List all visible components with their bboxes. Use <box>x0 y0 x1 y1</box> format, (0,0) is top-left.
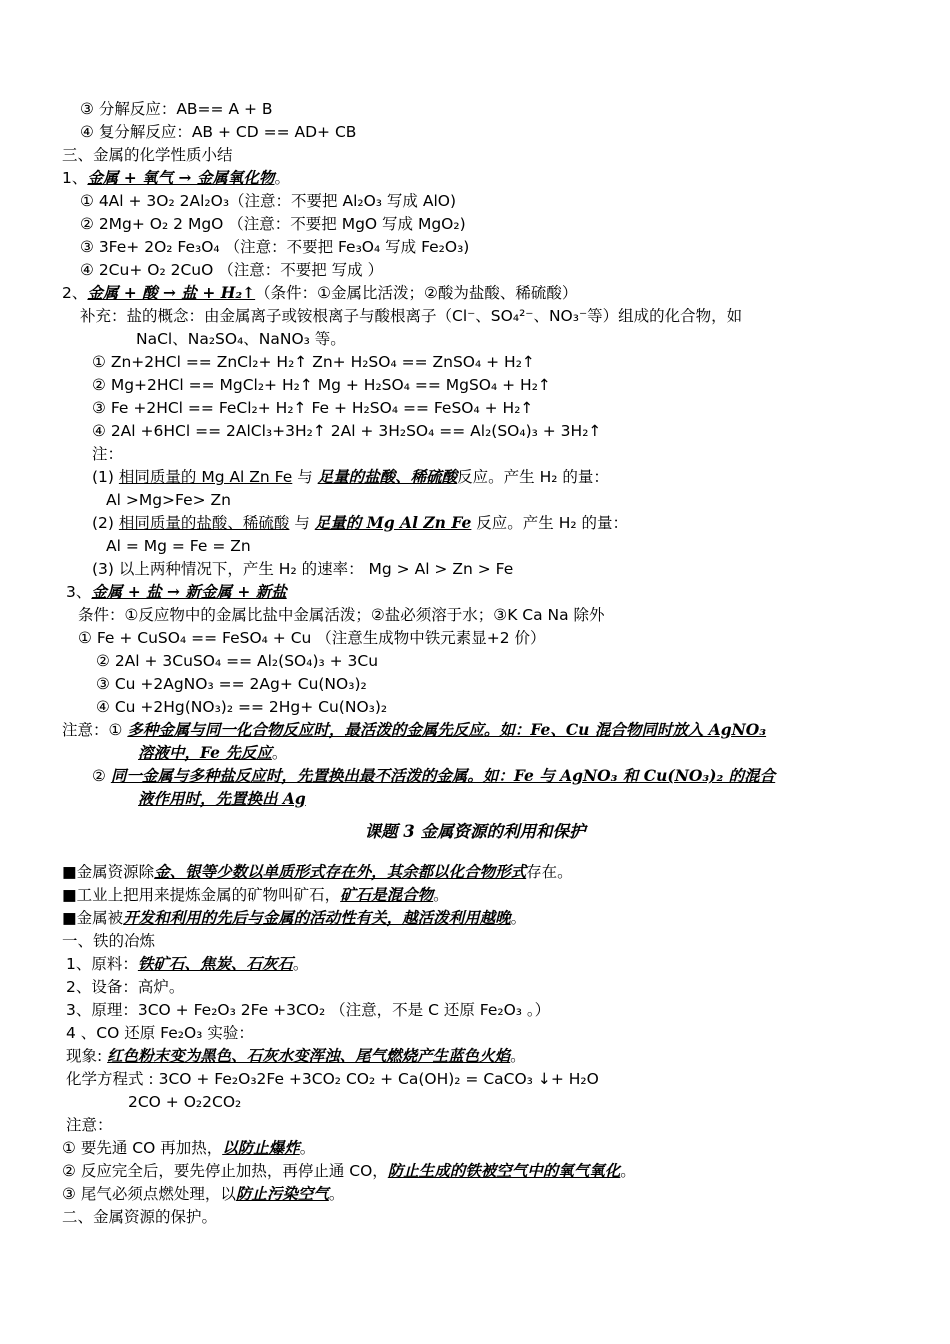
text-line <box>62 907 526 929</box>
line-emph: 同一金属与多种盐反应时，先置换出最不活泼的金属。如：Fe 与 AgNO₃ 和 Cu(NO₃)₂ 的混合 <box>110 766 776 785</box>
text-line <box>92 512 628 534</box>
text-line <box>66 581 287 603</box>
text-line <box>62 167 290 189</box>
line-suffix: 。 <box>620 1162 636 1180</box>
line-prefix: 现象: <box>66 1047 108 1065</box>
line-text: ③ Fe +2HCl == FeCl₂+ H₂↑ Fe + H₂SO₄ == FeSO₄ + H₂↑ <box>92 399 534 417</box>
line-text: 条件：①反应物中的金属比盐中金属活泼；②盐必须溶于水；③K Ca Na 除外 <box>78 606 605 624</box>
text-line <box>62 719 766 741</box>
line-emph: 矿石是混合物 <box>340 885 434 904</box>
line-prefix: (1) <box>92 468 119 486</box>
line-text: ② 2Mg+ O₂ 2 MgO （注意：不要把 MgO 写成 MgO₂) <box>80 215 466 233</box>
line-emph: 铁矿石、焦炭、石灰石 <box>137 954 293 973</box>
line-mid: 与 <box>289 514 315 532</box>
line-text: 3、原理：3CO + Fe₂O₃ 2Fe +3CO₂ （注意，不是 C 还原 Fe₂O₃ 。） <box>66 1001 551 1019</box>
text-line <box>62 884 449 906</box>
text-line <box>92 397 533 419</box>
line-emph: 足量的盐酸、稀硫酸 <box>317 467 458 486</box>
text-line <box>92 443 123 465</box>
text-line <box>92 558 513 580</box>
line-text: 补充：盐的概念：由金属离子或铵根离子与酸根离子（Cl⁻、SO₄²⁻、NO₃⁻等）组成的化合物，如 <box>80 307 743 325</box>
line-suffix: 。 <box>274 169 290 187</box>
line-prefix: 1、原料： <box>66 955 138 973</box>
line-prefix: ■工业上把用来提炼金属的矿物叫矿石， <box>62 886 341 904</box>
text-line <box>80 305 742 327</box>
text-line <box>92 466 609 488</box>
line-text: Al >Mg>Fe> Zn <box>106 491 231 509</box>
line-text: ② 2Al + 3CuSO₄ == Al₂(SO₄)₃ + 3Cu <box>96 652 379 670</box>
line-text: 注： <box>92 445 124 463</box>
line-suffix: 。 <box>328 1185 345 1203</box>
line-prefix: ① 要先通 CO 再加热， <box>62 1139 223 1157</box>
line-prefix: ③ 尾气必须点燃处理，以 <box>62 1185 236 1203</box>
line-emph: 红色粉末变为黑色、石灰水变浑浊、尾气燃烧产生蓝色火焰 <box>107 1046 511 1065</box>
line-prefix: 3、 <box>66 583 92 601</box>
text-line <box>80 121 356 143</box>
text-line <box>66 976 184 998</box>
text-line <box>92 765 775 787</box>
line-suffix: 。 <box>271 744 288 762</box>
text-line <box>62 282 577 304</box>
line-text: NaCl、Na₂SO₄、NaNO₃ 等。 <box>136 330 346 348</box>
line-emph: 防止污染空气 <box>235 1184 329 1203</box>
text-line <box>138 742 287 764</box>
line-text: ① Fe + CuSO₄ == FeSO₄ + Cu （注意生成物中铁元素显+2 价） <box>78 629 546 647</box>
line-emph: 金属 + 氧气 → 金属氧化物 <box>87 168 275 187</box>
line-under: 相同质量的盐酸、稀硫酸 <box>118 514 290 532</box>
text-line <box>66 1114 113 1136</box>
line-prefix: ② 反应完全后，要先停止加热，再停止通 CO， <box>62 1162 388 1180</box>
line-suffix: 。 <box>292 955 309 973</box>
line-prefix: (2) <box>92 514 119 532</box>
line-under: 相同质量的 Mg Al Zn Fe <box>118 468 293 486</box>
line-text: 4 、CO 还原 Fe₂O₃ 实验： <box>66 1024 254 1042</box>
text-line <box>62 144 233 166</box>
line-prefix: 注意：① <box>62 721 128 739</box>
text-line <box>92 374 551 396</box>
line-emph: 液作用时，先置换出 Ag <box>138 789 306 808</box>
text-line <box>92 351 535 373</box>
line-emph: 足量的 Mg Al Zn Fe <box>314 513 472 532</box>
line-suffix: 反应。产生 H₂ 的量： <box>471 514 629 532</box>
text-line <box>62 1160 636 1182</box>
text-line <box>80 190 456 212</box>
line-emph: 多种金属与同一化合物反应时，最活泼的金属先反应。如：Fe、Cu 混合物同时放入 AgNO₃ <box>127 720 767 739</box>
text-line <box>62 1183 344 1205</box>
text-line <box>78 604 605 626</box>
line-suffix: 。 <box>299 1139 316 1157</box>
line-text: 二、金属资源的保护。 <box>62 1208 218 1226</box>
line-mid: 与 <box>292 468 318 486</box>
line-emph: 金属 + 盐 → 新金属 + 新盐 <box>91 582 287 601</box>
line-text: (3) 以上两种情况下，产生 H₂ 的速率： Mg > Al > Zn > Fe <box>92 560 514 578</box>
line-suffix: 反应。产生 H₂ 的量： <box>457 468 609 486</box>
text-line <box>96 673 367 695</box>
line-text: 2CO + O₂2CO₂ <box>128 1093 242 1111</box>
text-line <box>62 861 573 883</box>
line-text: ④ Cu +2Hg(NO₃)₂ == 2Hg+ Cu(NO₃)₂ <box>96 698 388 716</box>
text-line <box>92 420 601 442</box>
line-suffix: 存在。 <box>526 863 573 881</box>
line-text: ② Mg+2HCl == MgCl₂+ H₂↑ Mg + H₂SO₄ == MgSO₄ + H₂↑ <box>92 376 551 394</box>
line-prefix: 2、 <box>62 284 88 302</box>
text-line <box>66 999 550 1021</box>
line-text: 注意： <box>66 1116 113 1134</box>
line-prefix: ■金属被 <box>62 909 124 927</box>
line-emph: 溶液中，Fe 先反应 <box>138 743 272 762</box>
line-text: ③ 分解反应：AB== A + B <box>80 100 273 118</box>
text-line <box>66 1068 599 1090</box>
text-line <box>136 328 346 350</box>
line-text: ① 4Al + 3O₂ 2Al₂O₃（注意：不要把 Al₂O₃ 写成 AlO) <box>80 192 457 210</box>
line-text: Al = Mg = Fe = Zn <box>106 537 251 555</box>
section-title: 课题 3 金属资源的利用和保护 <box>364 822 586 841</box>
line-suffix: 。 <box>433 886 449 904</box>
text-line <box>66 1022 254 1044</box>
text-line <box>66 953 308 975</box>
text-line <box>96 696 387 718</box>
line-prefix: ■金属资源除 <box>62 863 155 881</box>
line-suffix: 。 <box>510 909 527 927</box>
text-line <box>78 627 546 649</box>
line-emph: 金属 + 酸 → 盐 + H₂↑ <box>87 283 256 302</box>
text-line <box>128 1091 241 1113</box>
text-line <box>80 259 383 281</box>
text-line <box>62 1137 315 1159</box>
line-suffix: 。 <box>510 1047 526 1065</box>
line-text: 三、金属的化学性质小结 <box>62 146 233 164</box>
text-line <box>62 1206 217 1228</box>
line-text: ④ 2Cu+ O₂ 2CuO （注意：不要把 写成 ） <box>80 261 384 279</box>
line-emph: 开发和利用的先后与金属的活动性有关，越活泼利用越晚 <box>123 908 511 927</box>
line-prefix: 1、 <box>62 169 88 187</box>
text-line <box>96 650 378 672</box>
line-text: ① Zn+2HCl == ZnCl₂+ H₂↑ Zn+ H₂SO₄ == ZnSO₄ + H₂↑ <box>92 353 535 371</box>
line-emph: 防止生成的铁被空气中的氧气氧化 <box>387 1161 621 1180</box>
line-text: ④ 复分解反应：AB + CD == AD+ CB <box>80 123 357 141</box>
text-line <box>80 236 469 258</box>
text-line <box>138 788 306 810</box>
line-prefix: ② <box>92 767 111 785</box>
line-text: ③ 3Fe+ 2O₂ Fe₃O₄ （注意：不要把 Fe₃O₄ 写成 Fe₂O₃) <box>80 238 470 256</box>
text-line <box>106 489 231 511</box>
text-line <box>80 98 273 120</box>
line-text: ③ Cu +2AgNO₃ == 2Ag+ Cu(NO₃)₂ <box>96 675 367 693</box>
text-line <box>66 1045 526 1067</box>
line-emph: 以防止爆炸 <box>222 1138 300 1157</box>
line-text: ④ 2Al +6HCl == 2AlCl₃+3H₂↑ 2Al + 3H₂SO₄ == Al₂(SO₄)₃ + 3H₂↑ <box>92 422 602 440</box>
line-suffix: （条件：①金属比活泼；②酸为盐酸、稀硫酸） <box>255 284 578 302</box>
line-emph: 金、银等少数以单质形式存在外，其余都以化合物形式 <box>154 862 527 881</box>
line-text: 一、铁的冶炼 <box>62 932 156 950</box>
text-line <box>62 930 155 952</box>
line-text: 2、设备：高炉。 <box>66 978 185 996</box>
line-text: 化学方程式 : 3CO + Fe₂O₃2Fe +3CO₂ CO₂ + Ca(OH)₂ = CaCO₃ ↓+ H₂O <box>66 1070 599 1088</box>
text-line <box>80 213 466 235</box>
text-line <box>106 535 251 557</box>
